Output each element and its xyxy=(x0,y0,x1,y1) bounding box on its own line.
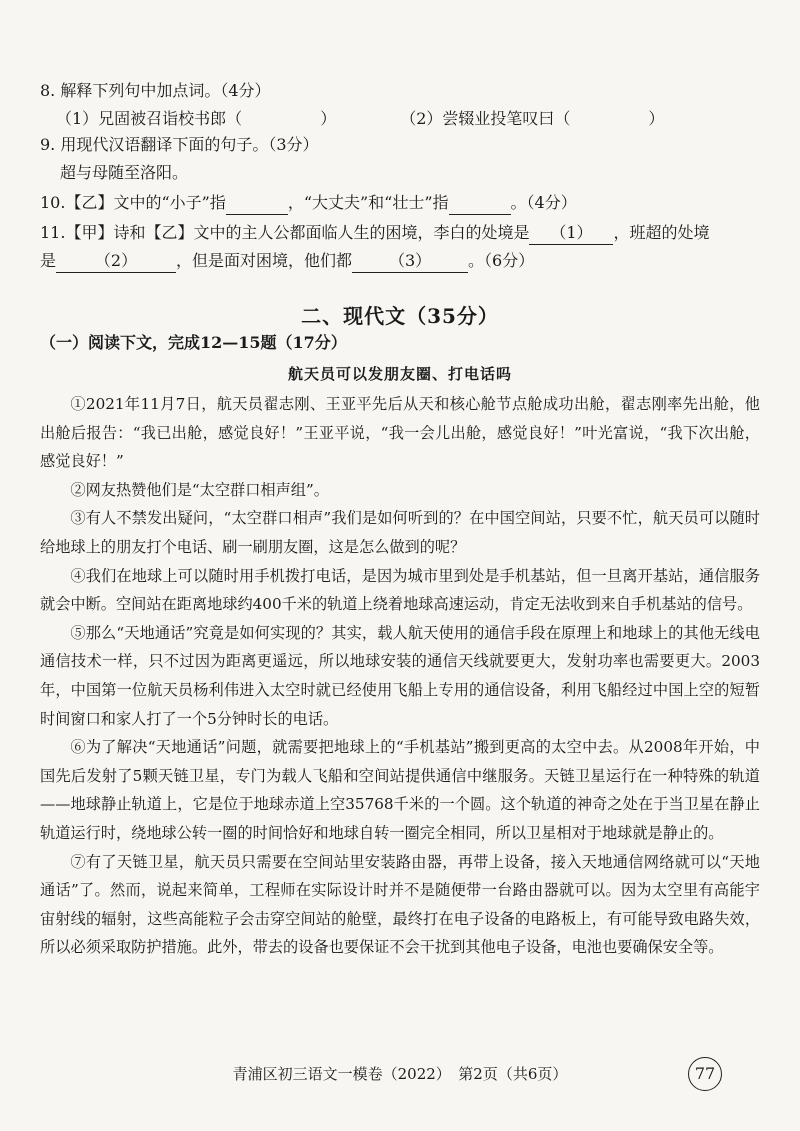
question-10: 10.【乙】文中的“小子”指 ，“大丈夫”和“壮士”指 。（4分） xyxy=(40,192,760,215)
answer-blank-2[interactable]: （2） xyxy=(56,250,176,273)
question-8-item-1: （1）兄固被召诣校书郎（ xyxy=(56,109,243,128)
answer-blank[interactable] xyxy=(449,192,511,215)
article-title: 航天员可以发朋友圈、打电话吗 xyxy=(287,365,512,383)
article-paragraph-4: ④我们在地球上可以随时用手机拨打电话，是因为城市里到处是手机基站，但一旦离开基站，通信服务就会中断。空间站在距离地球约400千米的轨道上绕着地球高速运动，肯定无法收到来自手机基站的信号。 xyxy=(40,566,760,614)
section-title: 二、现代文（35分） xyxy=(301,304,499,328)
article-paragraph-1: ①2021年11月7日，航天员翟志刚、王亚平先后从天和核心舱节点舱成功出舱，翟志刚率先出舱，他出舱后报告：“我已出舱，感觉良好！”王亚平说，“我一会儿出舱，感觉良好！”叶光富说，“我下次出舱，感觉良好！” xyxy=(40,395,760,471)
article-body xyxy=(40,390,760,962)
article-paragraph-2: ②网友热赞他们是“太空群口相声组”。 xyxy=(70,480,329,499)
question-8: 8. 解释下列句中加点词。（4分） xyxy=(40,81,271,100)
page-number-circle: 77 xyxy=(688,1057,722,1091)
question-8-item-2: （2）尝辍业投笔叹曰（ xyxy=(400,109,571,128)
answer-blank[interactable] xyxy=(226,192,288,215)
question-8-items: （1）兄固被召诣校书郎（ ） （2）尝辍业投笔叹曰（ ） xyxy=(56,109,665,128)
article-paragraph-5: ⑤那么“天地通话”究竟是如何实现的？其实，载人航天使用的通信手段在原理上和地球上的其他无线电通信技术一样，只不过因为距离更遥远，所以地球安装的通信天线就要更大，发射功率也需要更大。2003年，中国第一位航天员杨利伟进入太空时就已经使用飞船上专用的通信设备，利用飞船经过中国上空的短暂时间窗口和家人打了一个5分钟时长的电话。 xyxy=(40,623,760,728)
article-paragraph-3: ③有人不禁发出疑问，“太空群口相声”我们是如何听到的？在中国空间站，只要不忙，航天员可以随时给地球上的朋友打个电话、刷一刷朋友圈，这是怎么做到的呢？ xyxy=(40,509,760,556)
page-footer xyxy=(0,1063,800,1084)
question-11-continued: 是 （2） ，但是面对困境，他们都 （3） 。（6分） xyxy=(40,250,760,273)
section-subtitle: （一）阅读下文，完成12—15题（17分） xyxy=(40,333,347,352)
question-11: 11.【甲】诗和【乙】文中的主人公都面临人生的困境，李白的处境是 （1） ，班超的处境 xyxy=(40,222,760,245)
footer-text: 青浦区初三语文一模卷（2022） 第2页（共6页） xyxy=(232,1065,568,1083)
question-9-sentence: 超与母随至洛阳。 xyxy=(60,163,189,182)
answer-blank-1[interactable]: （1） xyxy=(529,222,613,245)
answer-blank-3[interactable]: （3） xyxy=(352,250,468,273)
article-paragraph-6: ⑥为了解决“天地通话”问题，就需要把地球上的“手机基站”搬到更高的太空中去。从2008年开始，中国先后发射了5颗天链卫星，专门为载人飞船和空间站提供通信中继服务。天链卫星运行在一种特殊的轨道——地球静止轨道上，它是位于地球赤道上空35768千米的一个圆。这个轨道的神奇之处在于当卫星在静止轨道运行时，绕地球公转一圈的时间恰好和地球自转一圈完全相同，所以卫星相对于地球就是静止的。 xyxy=(40,738,760,842)
question-9: 9. 用现代汉语翻译下面的句子。（3分） xyxy=(40,135,319,154)
article-paragraph-7: ⑦有了天链卫星，航天员只需要在空间站里安装路由器，再带上设备，接入天地通信网络就可以“天地通话”了。然而，说起来简单，工程师在实际设计时并不是随便带一台路由器就可以。因为太空里有高能宇宙射线的辐射，这些高能粒子会击穿空间站的舱壁，最终打在电子设备的电路板上，有可能导致电路失效，所以必须采取防护措施。此外，带去的设备也要保证不会干扰到其他电子设备，电池也要确保安全等。 xyxy=(40,852,760,957)
